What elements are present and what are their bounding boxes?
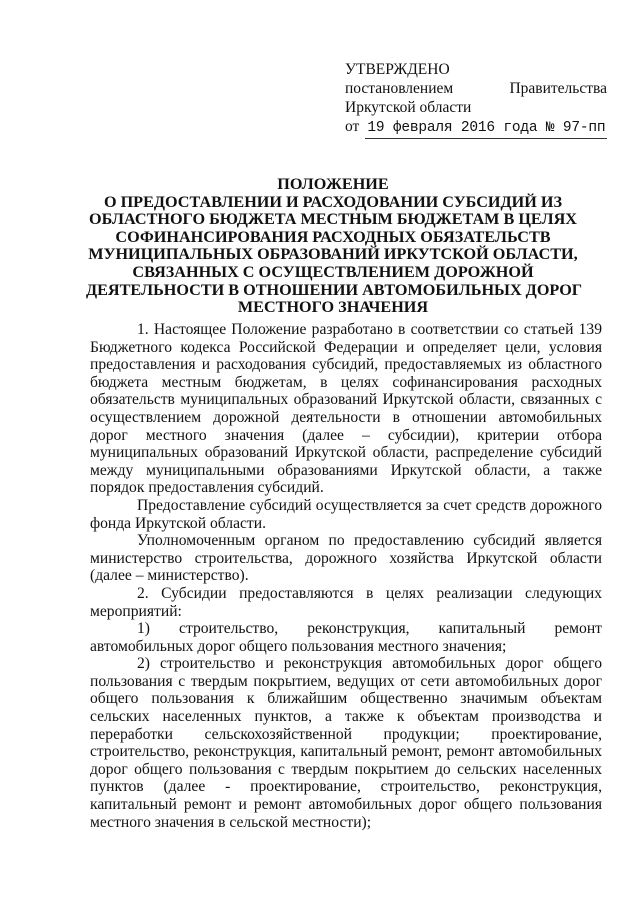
- approval-block: [345, 60, 607, 139]
- paragraph-1: 1. Настоящее Положение разработано в соответствии со статьей 139 Бюджетного кодекса Российской Федерации и определяет цели, условия предоставления и расходования субсидий, предоставляемых из областного бюджета местным бюджетам, в целях софинансирования расходных обязательств муниципальных образований Иркутской области, связанных с осуществлением дорожной деятельности в отношении автомобильных дорог местного значения (далее – субсидии), критерии отбора муниципальных образований Иркутской области, распределение субсидий между муниципальными образованиями Иркутской области, а также порядок предоставления субсидий.: [90, 321, 602, 497]
- approval-line-1: [345, 79, 607, 98]
- paragraph-3: Уполномоченным органом по предоставлению субсидий является министерство строительства, дорожного хозяйства Иркутской области (далее – министерство).: [90, 532, 602, 585]
- document-title: [86, 175, 583, 317]
- approval-line-1-right: Правительства: [509, 80, 607, 97]
- document-body: [90, 321, 602, 831]
- approval-date-value: 19 февраля 2016 года № 97-пп: [365, 119, 607, 139]
- title-line-5: МУНИЦИПАЛЬНЫХ ОБРАЗОВАНИЙ ИРКУТСКОЙ ОБЛАСТИ,: [88, 245, 578, 264]
- approval-heading: УТВЕРЖДЕНО: [345, 61, 450, 78]
- title-line-2: О ПРЕДОСТАВЛЕНИИ И РАСХОДОВАНИИ СУБСИДИЙ ИЗ: [103, 192, 563, 211]
- paragraph-4: 2. Субсидии предоставляются в целях реализации следующих мероприятий:: [90, 584, 602, 620]
- approval-date-line: [345, 117, 607, 139]
- paragraph-2: Предоставление субсидий осуществляется за счет средств дорожного фонда Иркутской области.: [90, 496, 602, 532]
- title-line-4: СОФИНАНСИРОВАНИЯ РАСХОДНЫХ ОБЯЗАТЕЛЬСТВ: [115, 227, 551, 246]
- paragraph-5: 1) строительство, реконструкция, капитальный ремонт автомобильных дорог общего пользования местного значения;: [90, 620, 602, 655]
- approval-date-prefix: от: [345, 118, 360, 135]
- title-line-3: ОБЛАСТНОГО БЮДЖЕТА МЕСТНЫМ БЮДЖЕТАМ В ЦЕЛЯХ: [89, 210, 577, 229]
- title-line-6: СВЯЗАННЫХ С ОСУЩЕСТВЛЕНИЕМ ДОРОЖНОЙ: [132, 262, 534, 281]
- title-line-1: ПОЛОЖЕНИЕ: [277, 175, 389, 193]
- paragraph-6: 2) строительство и реконструкция автомобильных дорог общего пользования с твердым покрытием, ведущих от сети автомобильных дорог общего пользования к ближайшим общественно значимым объектам сельских населенных пунктов, а также к объектам производства и переработки сельскохозяйственной продукции; проектирование, строительство, реконструкция, капитальный ремонт, ремонт автомобильных дорог общего пользования с твердым покрытием до сельских населенных пунктов (далее - проектирование, строительство, реконструкция, капитальный ремонт и ремонт автомобильных дорог общего пользования местного значения в сельской местности);: [90, 655, 602, 831]
- approval-line-1-left: постановлением: [345, 80, 454, 97]
- title-line-7: ДЕЯТЕЛЬНОСТИ В ОТНОШЕНИИ АВТОМОБИЛЬНЫХ ДОРОГ: [86, 280, 583, 299]
- title-line-8: МЕСТНОГО ЗНАЧЕНИЯ: [237, 298, 429, 317]
- approval-line-2: Иркутской области: [345, 99, 472, 116]
